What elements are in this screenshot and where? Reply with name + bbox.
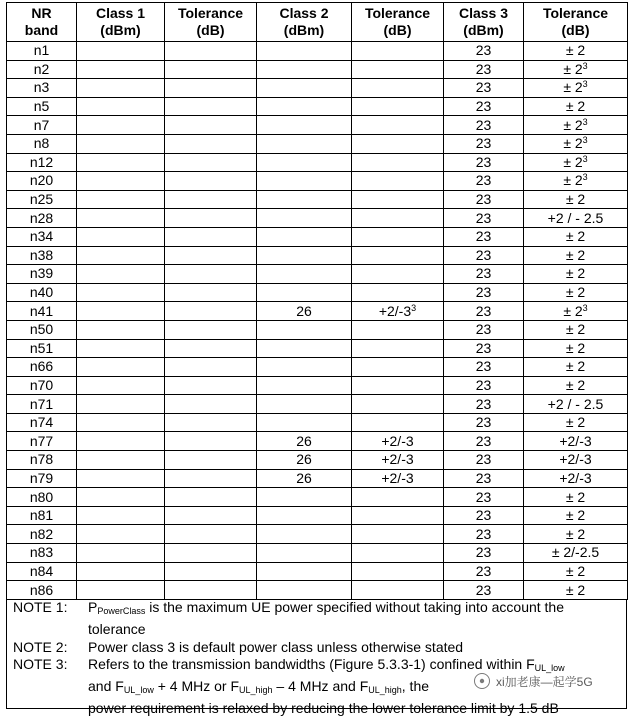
tolerance3-cell: ± $2^3$	[524, 134, 628, 153]
header-class3: Class 3 (dBm)	[444, 3, 524, 42]
tolerance2-cell	[352, 506, 444, 525]
band-cell: n78	[7, 451, 77, 470]
tolerance1-cell	[165, 581, 257, 600]
class2-cell	[257, 134, 352, 153]
table-row	[7, 227, 628, 246]
class1-cell	[77, 320, 165, 339]
class3-cell: 23	[444, 227, 524, 246]
tolerance3-cell: ± $2^3$	[524, 153, 628, 172]
class2-cell	[257, 227, 352, 246]
band-cell: n51	[7, 339, 77, 358]
band-cell: n39	[7, 265, 77, 284]
tolerance2-cell	[352, 42, 444, 61]
tolerance1-cell	[165, 246, 257, 265]
tolerance3-cell: +2/-3	[524, 451, 628, 470]
band-cell: n41	[7, 302, 77, 321]
class3-cell: 23	[444, 116, 524, 135]
tolerance3-cell: ± 2	[524, 581, 628, 600]
table-row	[7, 172, 628, 191]
table-row	[7, 302, 628, 321]
tolerance1-cell	[165, 469, 257, 488]
class3-cell: 23	[444, 79, 524, 98]
table-row	[7, 246, 628, 265]
band-cell: n82	[7, 525, 77, 544]
tolerance3-cell: ± $2^3$	[524, 60, 628, 79]
class1-cell	[77, 525, 165, 544]
tolerance1-cell	[165, 302, 257, 321]
band-cell: n77	[7, 432, 77, 451]
class3-cell: 23	[444, 358, 524, 377]
class2-cell	[257, 320, 352, 339]
header-tolerance1: Tolerance (dB)	[165, 3, 257, 42]
table-row	[7, 488, 628, 507]
class2-cell: 26	[257, 432, 352, 451]
class2-cell	[257, 97, 352, 116]
tolerance1-cell	[165, 60, 257, 79]
band-cell: n28	[7, 209, 77, 228]
table-row	[7, 506, 628, 525]
band-cell: n8	[7, 134, 77, 153]
class2-cell	[257, 488, 352, 507]
tolerance1-cell	[165, 190, 257, 209]
tolerance3-cell: ± 2	[524, 488, 628, 507]
tolerance3-cell: +2/-3	[524, 432, 628, 451]
band-cell: n79	[7, 469, 77, 488]
class1-cell	[77, 97, 165, 116]
tolerance2-cell	[352, 544, 444, 563]
note-text: Power class 3 is default power class unless otherwise stated	[88, 638, 464, 655]
circle-logo-icon	[474, 673, 490, 689]
band-cell: n50	[7, 320, 77, 339]
tolerance2-cell	[352, 116, 444, 135]
tolerance2-cell	[352, 283, 444, 302]
class3-cell: 23	[444, 60, 524, 79]
tolerance3-cell: ± 2	[524, 525, 628, 544]
tolerance2-cell: +2/-3	[352, 432, 444, 451]
band-cell: n7	[7, 116, 77, 135]
class1-cell	[77, 358, 165, 377]
class1-cell	[77, 451, 165, 470]
band-cell: n2	[7, 60, 77, 79]
power-class-table	[6, 2, 628, 600]
tolerance2-cell	[352, 227, 444, 246]
class2-cell	[257, 358, 352, 377]
tolerance3-cell: ± 2	[524, 562, 628, 581]
note-1	[7, 599, 626, 639]
table-row	[7, 544, 628, 563]
class3-cell: 23	[444, 302, 524, 321]
table-row	[7, 451, 628, 470]
band-cell: n40	[7, 283, 77, 302]
class2-cell	[257, 376, 352, 395]
note-2	[7, 639, 626, 657]
band-cell: n38	[7, 246, 77, 265]
class2-cell	[257, 413, 352, 432]
class1-cell	[77, 581, 165, 600]
class1-cell	[77, 469, 165, 488]
class2-cell	[257, 525, 352, 544]
tolerance3-cell: ± 2	[524, 42, 628, 61]
table-row	[7, 209, 628, 228]
table-row	[7, 153, 628, 172]
tolerance3-cell: ± $2^3$	[524, 116, 628, 135]
tolerance3-cell: +2 / - 2.5	[524, 395, 628, 414]
tolerance2-cell	[352, 581, 444, 600]
tolerance1-cell	[165, 320, 257, 339]
band-cell: n86	[7, 581, 77, 600]
class1-cell	[77, 153, 165, 172]
band-cell: n80	[7, 488, 77, 507]
class3-cell: 23	[444, 97, 524, 116]
tolerance2-cell	[352, 190, 444, 209]
class1-cell	[77, 209, 165, 228]
tolerance3-cell: ± 2	[524, 358, 628, 377]
class2-cell	[257, 506, 352, 525]
tolerance2-cell	[352, 488, 444, 507]
band-cell: n70	[7, 376, 77, 395]
tolerance1-cell	[165, 79, 257, 98]
class3-cell: 23	[444, 339, 524, 358]
class1-cell	[77, 413, 165, 432]
tolerance1-cell	[165, 562, 257, 581]
class3-cell: 23	[444, 265, 524, 284]
tolerance1-cell	[165, 376, 257, 395]
tolerance1-cell	[165, 116, 257, 135]
tolerance1-cell	[165, 506, 257, 525]
tolerance1-cell	[165, 153, 257, 172]
tolerance1-cell	[165, 42, 257, 61]
class2-cell	[257, 246, 352, 265]
table-row	[7, 358, 628, 377]
tolerance2-cell	[352, 265, 444, 284]
class2-cell	[257, 283, 352, 302]
class3-cell: 23	[444, 246, 524, 265]
tolerance2-cell	[352, 358, 444, 377]
class2-cell	[257, 562, 352, 581]
tolerance3-cell: ± 2	[524, 320, 628, 339]
class3-cell: 23	[444, 506, 524, 525]
tolerance1-cell	[165, 209, 257, 228]
tolerance2-cell	[352, 376, 444, 395]
class3-cell: 23	[444, 525, 524, 544]
tolerance2-cell: +2/-3	[352, 451, 444, 470]
class3-cell: 23	[444, 488, 524, 507]
band-cell: n20	[7, 172, 77, 191]
tolerance1-cell	[165, 451, 257, 470]
band-cell: n81	[7, 506, 77, 525]
tolerance3-cell: ± 2	[524, 246, 628, 265]
class1-cell	[77, 190, 165, 209]
class1-cell	[77, 544, 165, 563]
table-row	[7, 97, 628, 116]
header-class2: Class 2 (dBm)	[257, 3, 352, 42]
tolerance2-cell	[352, 153, 444, 172]
table-row	[7, 562, 628, 581]
band-cell: n34	[7, 227, 77, 246]
table-row	[7, 134, 628, 153]
tolerance1-cell	[165, 339, 257, 358]
table-row	[7, 60, 628, 79]
class1-cell	[77, 376, 165, 395]
tolerance3-cell: ± 2	[524, 97, 628, 116]
tolerance1-cell	[165, 544, 257, 563]
class3-cell: 23	[444, 134, 524, 153]
band-cell: n74	[7, 413, 77, 432]
class2-cell	[257, 265, 352, 284]
tolerance2-cell	[352, 134, 444, 153]
class2-cell	[257, 153, 352, 172]
class3-cell: 23	[444, 413, 524, 432]
class3-cell: 23	[444, 562, 524, 581]
tolerance2-cell	[352, 60, 444, 79]
watermark	[474, 672, 624, 690]
tolerance3-cell: ± 2	[524, 190, 628, 209]
band-cell: n66	[7, 358, 77, 377]
tolerance3-cell: ± 2	[524, 227, 628, 246]
tolerance3-cell: ± 2/-2.5	[524, 544, 628, 563]
class1-cell	[77, 395, 165, 414]
tolerance3-cell: ± 2	[524, 376, 628, 395]
band-cell: n1	[7, 42, 77, 61]
table-row	[7, 265, 628, 284]
notes-section	[6, 599, 627, 716]
class2-cell: 26	[257, 302, 352, 321]
table-row	[7, 432, 628, 451]
table-row	[7, 376, 628, 395]
tolerance2-cell	[352, 525, 444, 544]
tolerance3-cell: ± $2^3$	[524, 302, 628, 321]
class3-cell: 23	[444, 190, 524, 209]
class2-cell	[257, 339, 352, 358]
table-row	[7, 320, 628, 339]
tolerance3-cell: ± 2	[524, 265, 628, 284]
tolerance1-cell	[165, 432, 257, 451]
note-text: Refers to the transmission bandwidths (Figure 5.3.3-1) confined within $F_{UL\_low}$ and $F_{UL\_low} + 4$ MHz or $F_{UL\_high} - 4$ MHz and $F_{UL\_high}$, the power requirement is relaxed by reducing the lower tolerance limit by 1.5 dB	[88, 656, 565, 716]
tolerance1-cell	[165, 227, 257, 246]
tolerance3-cell: ± 2	[524, 413, 628, 432]
tolerance3-cell: +2/-3	[524, 469, 628, 488]
class3-cell: 23	[444, 172, 524, 191]
table-body	[7, 42, 628, 600]
band-cell: n84	[7, 562, 77, 581]
tolerance3-cell: ± 2	[524, 283, 628, 302]
table-row	[7, 395, 628, 414]
class3-cell: 23	[444, 544, 524, 563]
tolerance2-cell	[352, 209, 444, 228]
tolerance3-cell: ± 2	[524, 339, 628, 358]
class2-cell	[257, 544, 352, 563]
class1-cell	[77, 265, 165, 284]
class1-cell	[77, 172, 165, 191]
class3-cell: 23	[444, 283, 524, 302]
tolerance1-cell	[165, 358, 257, 377]
band-cell: n12	[7, 153, 77, 172]
note-label: NOTE 1:	[13, 599, 68, 615]
tolerance1-cell	[165, 265, 257, 284]
header-class1: Class 1 (dBm)	[77, 3, 165, 42]
class1-cell	[77, 283, 165, 302]
tolerance1-cell	[165, 525, 257, 544]
class1-cell	[77, 116, 165, 135]
tolerance1-cell	[165, 97, 257, 116]
tolerance1-cell	[165, 488, 257, 507]
table-row	[7, 79, 628, 98]
tolerance2-cell	[352, 172, 444, 191]
band-cell: n5	[7, 97, 77, 116]
tolerance2-cell	[352, 395, 444, 414]
band-cell: n83	[7, 544, 77, 563]
class2-cell: 26	[257, 469, 352, 488]
table-row	[7, 339, 628, 358]
table-row	[7, 581, 628, 600]
header-tolerance3: Tolerance (dB)	[524, 3, 628, 42]
tolerance1-cell	[165, 283, 257, 302]
class2-cell	[257, 395, 352, 414]
class3-cell: 23	[444, 376, 524, 395]
table-row	[7, 525, 628, 544]
tolerance1-cell	[165, 172, 257, 191]
class3-cell: 23	[444, 153, 524, 172]
class2-cell	[257, 209, 352, 228]
tolerance2-cell	[352, 413, 444, 432]
class3-cell: 23	[444, 320, 524, 339]
table-row	[7, 116, 628, 135]
tolerance1-cell	[165, 395, 257, 414]
class1-cell	[77, 227, 165, 246]
class2-cell	[257, 42, 352, 61]
tolerance2-cell	[352, 246, 444, 265]
class1-cell	[77, 246, 165, 265]
table-header-row	[7, 3, 628, 42]
note-label: NOTE 2:	[13, 638, 68, 655]
tolerance2-cell	[352, 79, 444, 98]
class1-cell	[77, 134, 165, 153]
table-row	[7, 190, 628, 209]
table-row	[7, 42, 628, 61]
class1-cell	[77, 488, 165, 507]
class1-cell	[77, 79, 165, 98]
class2-cell	[257, 172, 352, 191]
note-text: $P_{PowerClass}$ is the maximum UE power specified without taking into account the tolerance	[88, 599, 565, 637]
class1-cell	[77, 432, 165, 451]
class2-cell	[257, 190, 352, 209]
class1-cell	[77, 42, 165, 61]
class2-cell	[257, 79, 352, 98]
class1-cell	[77, 339, 165, 358]
class2-cell	[257, 581, 352, 600]
watermark-text: xi加老康—起学5G	[496, 674, 593, 689]
tolerance3-cell: ± 2	[524, 506, 628, 525]
tolerance2-cell	[352, 97, 444, 116]
band-cell: n71	[7, 395, 77, 414]
class3-cell: 23	[444, 432, 524, 451]
class3-cell: 23	[444, 581, 524, 600]
tolerance2-cell	[352, 320, 444, 339]
class2-cell	[257, 116, 352, 135]
class1-cell	[77, 506, 165, 525]
class3-cell: 23	[444, 42, 524, 61]
class3-cell: 23	[444, 451, 524, 470]
tolerance1-cell	[165, 413, 257, 432]
table-row	[7, 469, 628, 488]
class1-cell	[77, 60, 165, 79]
class3-cell: 23	[444, 209, 524, 228]
band-cell: n3	[7, 79, 77, 98]
class2-cell: 26	[257, 451, 352, 470]
tolerance3-cell: ± $2^3$	[524, 172, 628, 191]
table-row	[7, 283, 628, 302]
tolerance2-cell: $+2/-3^3$	[352, 302, 444, 321]
header-tolerance2: Tolerance (dB)	[352, 3, 444, 42]
tolerance2-cell: +2/-3	[352, 469, 444, 488]
table-row	[7, 413, 628, 432]
tolerance2-cell	[352, 562, 444, 581]
class3-cell: 23	[444, 469, 524, 488]
tolerance2-cell	[352, 339, 444, 358]
tolerance3-cell: +2 / - 2.5	[524, 209, 628, 228]
header-nr-band: NR band	[7, 3, 77, 42]
note-label: NOTE 3:	[13, 656, 68, 673]
band-cell: n25	[7, 190, 77, 209]
class3-cell: 23	[444, 395, 524, 414]
tolerance1-cell	[165, 134, 257, 153]
class2-cell	[257, 60, 352, 79]
tolerance3-cell: ± $2^3$	[524, 79, 628, 98]
class1-cell	[77, 562, 165, 581]
class1-cell	[77, 302, 165, 321]
